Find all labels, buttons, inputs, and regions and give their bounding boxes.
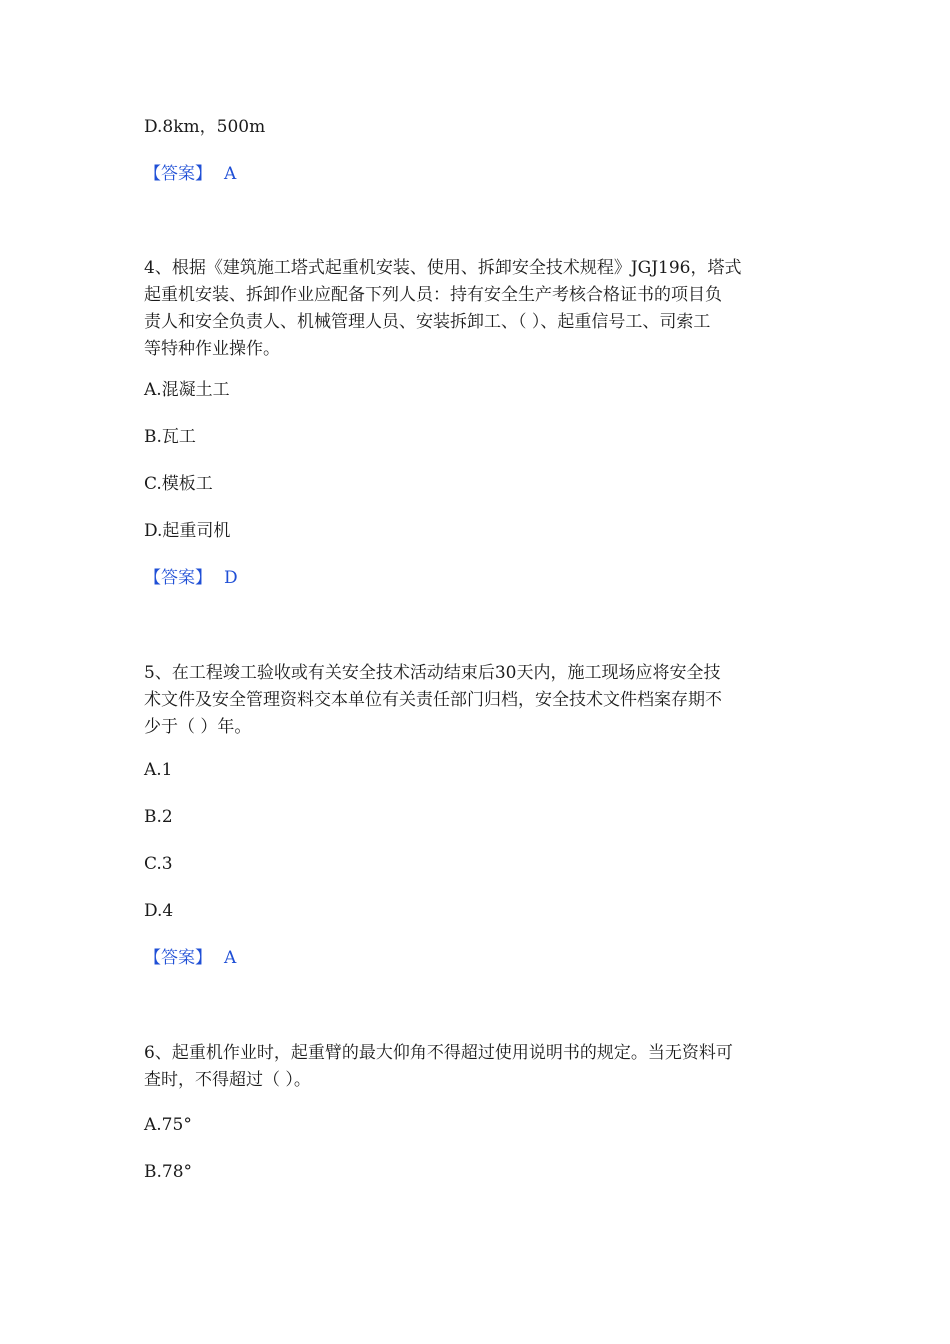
q5-stem-line-2: 术文件及安全管理资料交本单位有关责任部门归档，安全技术文件档案存期不 xyxy=(144,690,722,710)
q4-option-a: A.混凝土工 xyxy=(144,380,230,400)
q4-stem-line-3: 责人和安全负责人、机械管理人员、安装拆卸工、（ ）、起重信号工、司索工 xyxy=(144,312,711,332)
q3-answer xyxy=(144,160,236,188)
q4-stem-line-1: 4、根据《建筑施工塔式起重机安装、使用、拆卸安全技术规程》JGJ196，塔式 xyxy=(144,258,742,278)
q5-option-c: C.3 xyxy=(144,854,173,874)
q5-stem-line-1: 5、在工程竣工验收或有关安全技术活动结束后30天内，施工现场应将安全技 xyxy=(144,663,721,683)
q4-answer xyxy=(144,564,238,592)
q4-stem-line-4: 等特种作业操作。 xyxy=(144,339,280,359)
q6-option-b: B.78° xyxy=(144,1162,193,1182)
q6-stem-line-2: 查时，不得超过（ ）。 xyxy=(144,1070,311,1090)
q5-option-d: D.4 xyxy=(144,901,174,921)
answer-value: A xyxy=(224,948,237,968)
answer-label: 【答案】 xyxy=(144,568,212,588)
q4-option-b: B.瓦工 xyxy=(144,427,196,447)
q5-answer xyxy=(144,944,236,972)
q6-option-a: A.75° xyxy=(144,1115,192,1135)
answer-label: 【答案】 xyxy=(144,164,212,184)
answer-value: A xyxy=(224,164,237,184)
q4-option-c: C.模板工 xyxy=(144,474,213,494)
q5-stem-line-3: 少于（ ）年。 xyxy=(144,717,252,737)
q4-option-d: D.起重司机 xyxy=(144,521,231,541)
q5-option-b: B.2 xyxy=(144,807,173,827)
answer-value: D xyxy=(224,568,238,588)
q5-option-a: A.1 xyxy=(144,760,173,780)
q4-stem-line-2: 起重机安装、拆卸作业应配备下列人员：持有安全生产考核合格证书的项目负 xyxy=(144,285,722,305)
answer-label: 【答案】 xyxy=(144,948,212,968)
q3-option-d: D.8km，500m xyxy=(144,117,266,137)
q6-stem-line-1: 6、起重机作业时，起重臂的最大仰角不得超过使用说明书的规定。当无资料可 xyxy=(144,1043,733,1063)
